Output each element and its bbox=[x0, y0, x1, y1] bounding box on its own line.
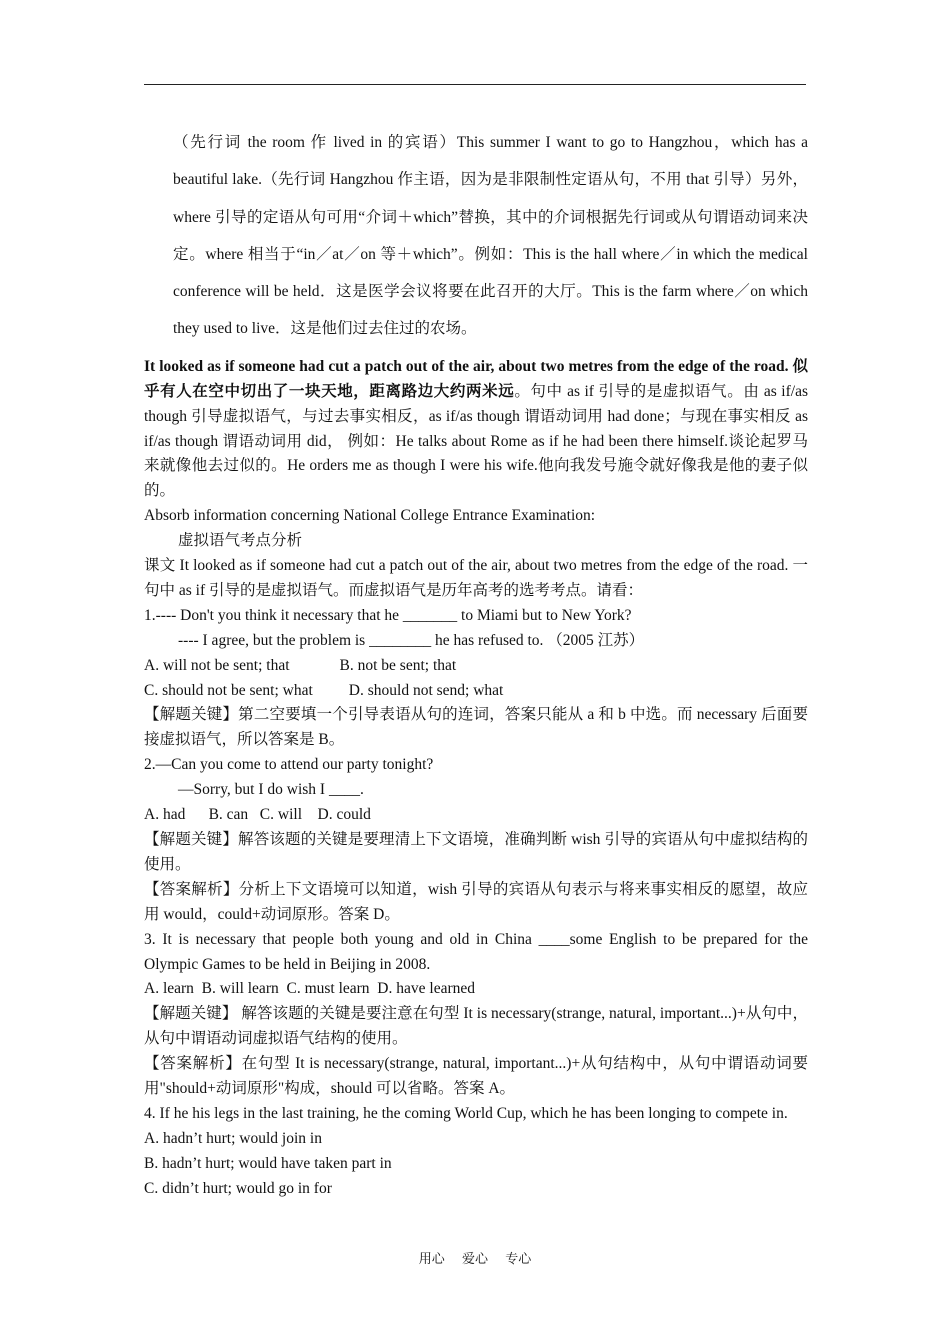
absorb-line: Absorb information concerning National College Entrance Examination: bbox=[144, 507, 596, 525]
question-2-line2: —Sorry, but I do wish I ____. bbox=[178, 781, 364, 799]
option-d: D. should not send; what bbox=[348, 681, 504, 699]
question-1-line2: ---- I agree, but the problem is ________ he has refused to. （2005 江苏） bbox=[178, 631, 645, 649]
header-rule bbox=[144, 84, 806, 85]
highlight-sentence: It looked as if someone had cut a patch out of the air, about two metres from the edge of the road. 似乎有人在空中切出了一块天地，距离路边大约两米远 bbox=[144, 357, 808, 400]
question-3-analysis: 【答案解析】在句型 It is necessary(strange, natural, important...)+从句结构中，从句中谓语动词要用"should+动词原形"构成，should 可以省略。答案 A。 bbox=[144, 1055, 808, 1098]
footer-word-2: 爱心 bbox=[461, 1251, 488, 1266]
question-3-options: A. learn B. will learn C. must learn D. have learned bbox=[144, 980, 475, 998]
question-1-options-ab bbox=[144, 654, 808, 679]
question-4-option-c: C. didn’t hurt; would go in for bbox=[144, 1179, 332, 1197]
question-1-key: 【解题关键】第二空要填一个引导表语从句的连词，答案只能从 a 和 b 中选。而 necessary 后面要接虚拟语气，所以答案是 B。 bbox=[144, 706, 808, 749]
question-2-key: 【解题关键】解答该题的关键是要理清上下文语境，准确判断 wish 引导的宾语从句中虚拟结构的使用。 bbox=[144, 831, 808, 873]
question-2-line1: 2.—Can you come to attend our party tonight? bbox=[144, 756, 434, 774]
question-3-line1: 3. It is necessary that people both young and old in China ____some English to be prepared for the Olympic Games to be held in Beijing in 2008. bbox=[144, 930, 808, 973]
question-4-line1: 4. If he his legs in the last training, he the coming World Cup, which he has been longing to compete in. bbox=[144, 1104, 788, 1122]
question-2-options: A. had B. can C. will D. could bbox=[144, 806, 371, 824]
indented-paragraph: （先行词 the room 作 lived in 的宾语）This summer I want to go to Hangzhou，which has a beautiful lake.（先行词 Hangzhou 作主语，因为是非限制性定语从句，不用 that 引导）另外，where 引导的定语从句可用“介词＋which”替换，其中的介词根据先行词或从句谓语动词来决定。where 相当于“in／at／on 等＋which”。例如：This is the hall where／in which the medical conference will be held．这是医学会议将要在此召开的大厅。This is the farm where／on which they used to live．这是他们过去住过的农场。 bbox=[173, 134, 808, 338]
question-1-line1: 1.---- Don't you think it necessary that he _______ to Miami but to New York? bbox=[144, 606, 632, 624]
footer-word-1: 用心 bbox=[418, 1251, 445, 1266]
section-title: 虚拟语气考点分析 bbox=[178, 532, 303, 550]
highlight-explanation: 。句中 as if 引导的是虚拟语气。由 as if/as though 引导虚拟语气，与过去事实相反，as if/as though 谓语动词用 had done；与现在事实相反 as if/as though 谓语动词用 did， 例如：He talks about Rome as if he had been there himself.谈论起罗马来就像他去过似的。He orders me as though I were his wife.他向我发号施令就好像我是他的妻子似的。 bbox=[144, 382, 808, 500]
question-4-option-b: B. hadn’t hurt; would have taken part in bbox=[144, 1154, 392, 1172]
question-4-option-a: A. hadn’t hurt; would join in bbox=[144, 1129, 322, 1147]
option-c: C. should not be sent; what bbox=[144, 681, 313, 699]
question-2-analysis: 【答案解析】分析上下文语境可以知道，wish 引导的宾语从句表示与将来事实相反的愿望，故应用 would，could+动词原形。答案 D。 bbox=[144, 880, 808, 923]
page-footer bbox=[0, 1248, 950, 1267]
footer-word-3: 专心 bbox=[505, 1251, 532, 1266]
document-page bbox=[144, 124, 808, 1202]
intro-paragraph: 课文 It looked as if someone had cut a patch out of the air, about two metres from the edge of the road. 一句中 as if 引导的是虚拟语气。而虚拟语气是历年高考的选考考点。请看： bbox=[144, 557, 808, 599]
question-3-key: 【解题关键】 解答该题的关键是要注意在句型 It is necessary(strange, natural, important...)+从句中，从句中谓语动词虚拟语气结构的使用。 bbox=[144, 1005, 808, 1048]
option-b: B. not be sent; that bbox=[339, 656, 457, 674]
question-1-options-cd bbox=[144, 679, 808, 704]
main-body bbox=[144, 355, 808, 1202]
highlight-paragraph bbox=[144, 355, 808, 504]
option-a: A. will not be sent; that bbox=[144, 656, 290, 674]
